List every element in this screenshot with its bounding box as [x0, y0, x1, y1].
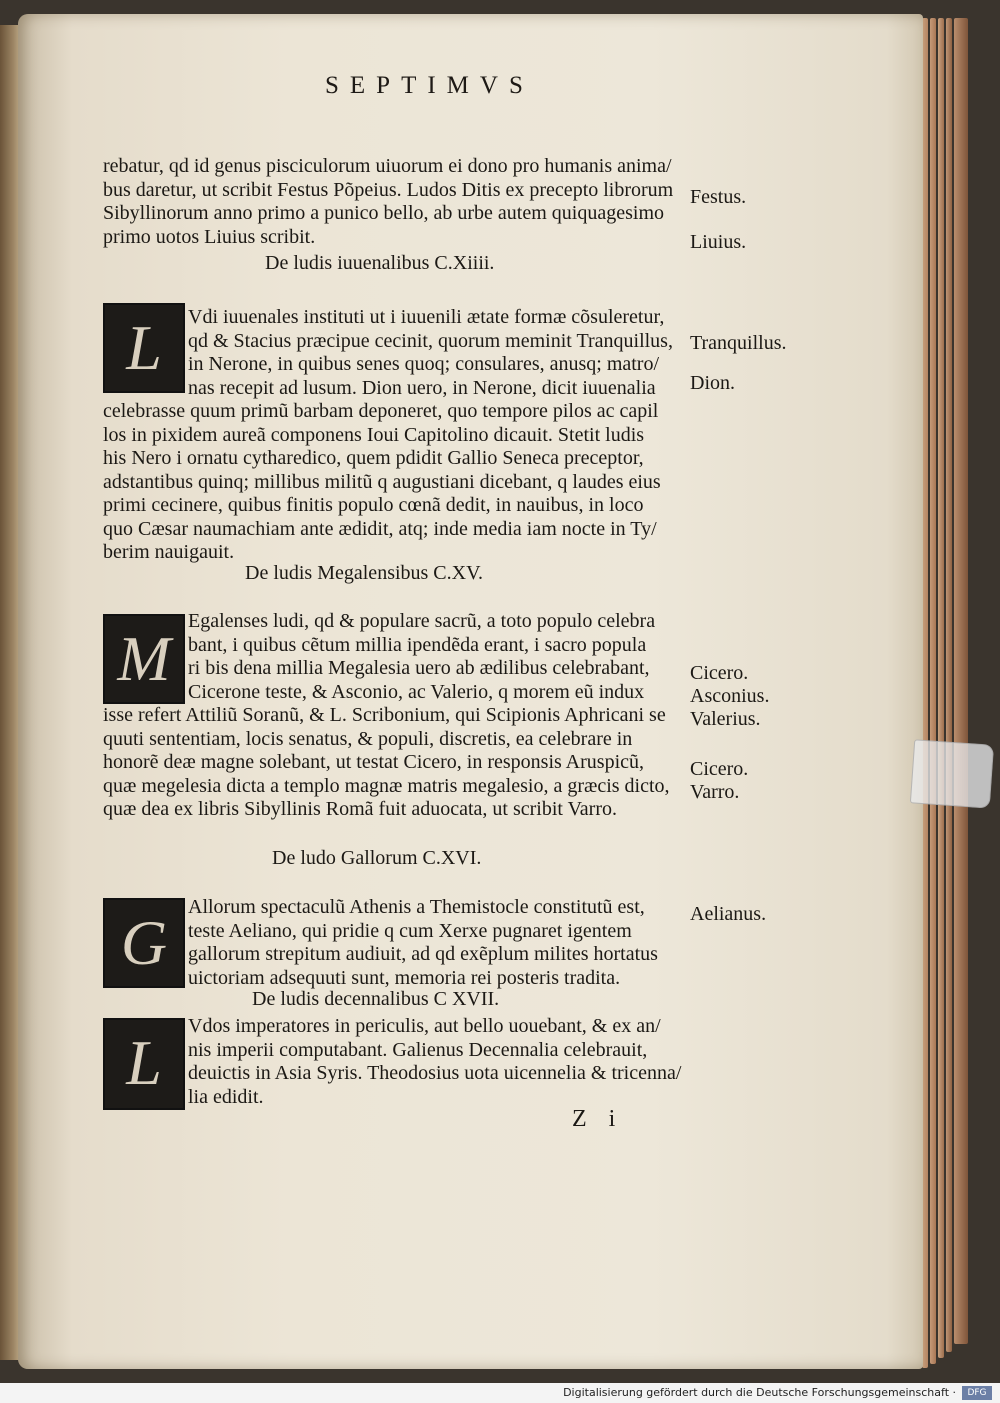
running-head: SEPTIMVS	[325, 72, 534, 99]
margin-note-dion: Dion.	[690, 372, 735, 394]
text-line: uictoriam adsequuti sunt, memoria rei posteris tradita.	[188, 966, 621, 989]
text-line: his Nero i ornatu cytharedico, quem pdidit Gallio Seneca preceptor,	[103, 447, 644, 469]
text-line: bant, i quibus cẽtum millia ipendẽda erant, i sacro popula	[188, 633, 647, 656]
text-line: celebrasse quum primũ barbam deponeret, quo tempore pilos ac capil	[103, 400, 659, 422]
section-heading: De ludo Gallorum C.XVI.	[272, 847, 482, 869]
text-line: quo Cæsar naumachiam ante ædidit, atq; inde media iam nocte in Ty/	[103, 517, 657, 540]
section-heading: De ludis Megalensibus C.XV.	[245, 562, 483, 584]
text-line: isse refert Attiliũ Soranũ, & L. Scribonium, qui Scipionis Aphricani se	[103, 704, 666, 726]
text-line: Cicerone teste, & Asconio, ac Valerio, q morem eũ indux	[188, 680, 645, 703]
text-line: primo uotos Liuius scribit.	[103, 225, 316, 248]
section-heading: De ludis iuuenalibus C.Xiiii.	[265, 252, 495, 274]
decorated-initial: L	[103, 1018, 185, 1110]
text-line: Sibyllinorum anno primo a punico bello, ab urbe autem quiquagesimo	[103, 202, 665, 224]
margin-note-aelianus: Aelianus.	[690, 903, 767, 925]
text-line: primi cecinere, quibus finitis populo cœnã dedit, in nauibus, in loco	[103, 494, 644, 516]
bookmark-tab	[910, 739, 994, 808]
margin-note-tranquillus: Tranquillus.	[690, 332, 787, 354]
dfg-logo: DFG	[962, 1386, 992, 1400]
footer-credit: Digitalisierung gefördert durch die Deutsche Forschungsgemeinschaft ·	[563, 1386, 956, 1399]
paragraph-block-1	[103, 155, 673, 249]
page-edge	[946, 18, 952, 1352]
text-line: Allorum spectaculũ Athenis a Themistocle constitutũ est,	[188, 896, 645, 918]
margin-note-varro: Varro.	[690, 781, 740, 803]
margin-note-valerius: Valerius.	[690, 708, 761, 730]
footer-bar	[0, 1383, 1000, 1403]
text-line: qd & Stacius præcipue cecinit, quorum meminit Tranquillus,	[188, 329, 673, 352]
text-line: Vdi iuuenales instituti ut i iuuenili ætate formæ cõsuleretur,	[188, 306, 665, 328]
text-line: los in pixidem aureã componens Ioui Capitolino dicauit. Stetit ludis	[103, 423, 645, 446]
text-line: quæ dea ex libris Sibyllinis Romã fuit aduocata, ut scribit Varro.	[103, 798, 617, 820]
text-line: honorẽ deæ magne solebant, ut testat Cicero, in responsis Aruspicũ,	[103, 751, 645, 773]
text-line: ri bis dena millia Megalesia uero ab ædilibus celebrabant,	[188, 657, 650, 679]
text-line: adstantibus quinq; millibus militũ q augustiani dicebant, q laudes eius	[103, 470, 661, 493]
text-line: deuictis in Asia Syris. Theodosius uota uicennelia & tricenna/	[188, 1062, 682, 1084]
text-line: bus daretur, ut scribit Festus Põpeius. Ludos Ditis ex precepto librorum	[103, 178, 674, 201]
paragraph-block-5	[103, 1015, 682, 1109]
decorated-initial: M	[103, 614, 185, 704]
text-line: rebatur, qd id genus pisciculorum uiuorum ei dono pro humanis anima/	[103, 155, 672, 177]
paragraph-block-4	[103, 896, 673, 990]
text-line: lia edidit.	[188, 1085, 264, 1108]
margin-note-asconius: Asconius.	[690, 685, 770, 707]
text-line: quuti sententiam, locis senatus, & populi, discretis, ea celebrare in	[103, 727, 633, 750]
decorated-initial: L	[103, 303, 185, 393]
signature-mark: Z i	[572, 1106, 624, 1132]
text-line: berim nauigauit.	[103, 541, 235, 563]
margin-note-liuius: Liuius.	[690, 231, 747, 253]
paragraph-block-3	[103, 610, 673, 822]
page-edge	[930, 18, 936, 1364]
text-line: nas recepit ad lusum. Dion uero, in Nerone, dicit iuuenalia	[188, 376, 656, 399]
paragraph-block-2	[103, 306, 673, 565]
margin-note-cicero: Cicero.	[690, 758, 749, 780]
text-line: in Nerone, in quibus senes quoq; consulares, anusq; matro/	[188, 353, 660, 375]
text-line: Vdos imperatores in periculis, aut bello uouebant, & ex an/	[188, 1015, 661, 1037]
section-heading: De ludis decennalibus C XVII.	[252, 988, 500, 1010]
margin-note-cicero: Cicero.	[690, 662, 749, 684]
text-line: gallorum strepitum audiuit, ad qd exẽplum milites hortatus	[188, 943, 658, 965]
text-line: quæ megelesia dicta a templo magnæ matris megalesio, a græcis dicto,	[103, 774, 670, 797]
text-line: Egalenses ludi, qd & populare sacrũ, a toto populo celebra	[188, 610, 656, 632]
margin-note-festus: Festus.	[690, 186, 747, 208]
decorated-initial: G	[103, 898, 185, 988]
page-edge	[938, 18, 944, 1358]
page-edge	[954, 18, 968, 1344]
text-line: nis imperii computabant. Galienus Decennalia celebrauit,	[188, 1038, 648, 1061]
text-line: teste Aeliano, qui pridie q cum Xerxe pugnaret igentem	[188, 919, 632, 942]
